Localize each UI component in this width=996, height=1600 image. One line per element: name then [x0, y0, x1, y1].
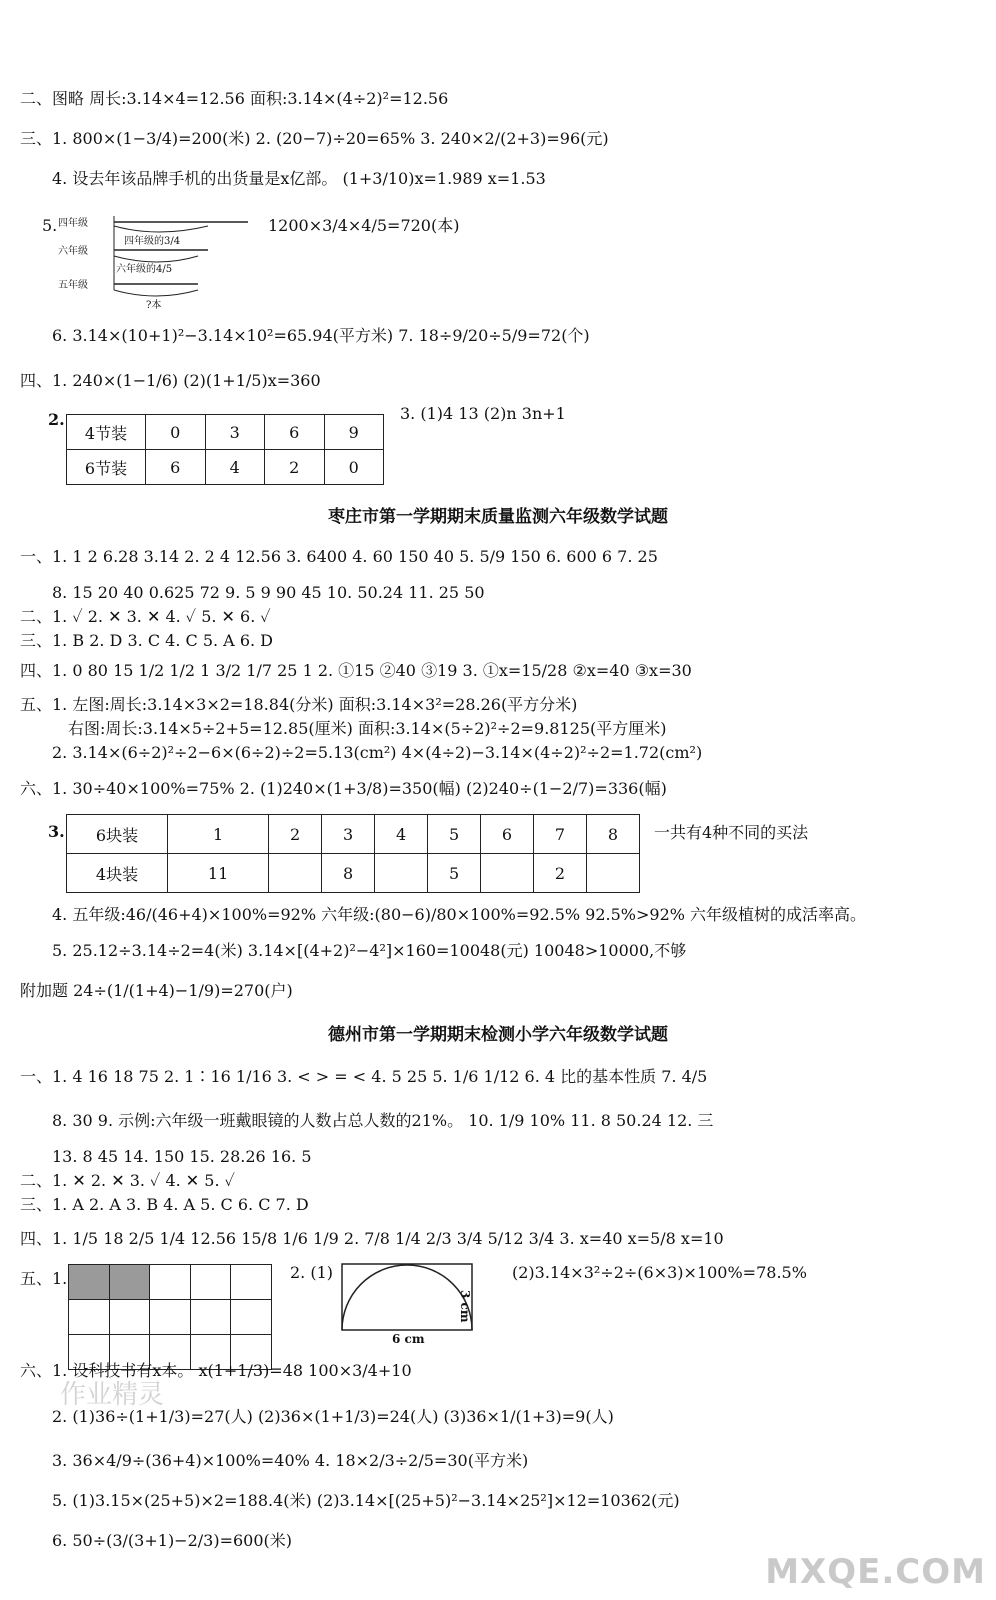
answer-line: 3. 36×4/9÷(36+4)×100%=40% 4. 18×2/3÷2/5=30(平方米) [52, 1451, 529, 1470]
height-dimension-label: 3 cm [458, 1290, 472, 1323]
diagram-brace-label: 六年级的4/5 [116, 264, 173, 275]
answer-line: 一、1. 4 16 18 75 2. 1∶16 1/16 3. < > = < 4. 5 25 5. 1/6 1/12 6. 4 比的基本性质 7. 4/5 [20, 1067, 708, 1086]
answer-line: (2)3.14×3²÷2÷(6×3)×100%=78.5% [512, 1263, 807, 1282]
answer-line: 6. 3.14×(10+1)²−3.14×10²=65.94(平方米) 7. 18÷9/20÷5/9=72(个) [52, 326, 590, 345]
grid-cell [150, 1265, 191, 1300]
grid-cell [190, 1265, 231, 1300]
answer-line: 四、1. 1/5 18 2/5 1/4 12.56 15/8 1/6 1/9 2. 7/8 1/4 2/3 3/4 5/12 3/4 3. x=40 x=5/8 x=10 [20, 1229, 724, 1248]
table-cell: 0 [324, 450, 384, 485]
answer-line: 五、1. 左图:周长:3.14×3×2=18.84(分米) 面积:3.14×3²=28.26(平方分米) [20, 695, 578, 714]
watermark-text: 作业精灵 [60, 1380, 165, 1410]
grid-cell [231, 1300, 272, 1335]
purchase-table [66, 814, 640, 893]
section-title: 德州市第一学期期末检测小学六年级数学试题 [328, 1025, 668, 1045]
line-segment-diagram [58, 210, 258, 310]
answer-line: 三、1. A 2. A 3. B 4. A 5. C 6. C 7. D [20, 1195, 309, 1214]
table-cell: 1 [168, 815, 269, 854]
table-cell: 5 [428, 854, 481, 893]
answer-line: 四、1. 240×(1−1/6) (2)(1+1/5)x=360 [20, 371, 321, 390]
answer-line: 5. (1)3.15×(25+5)×2=188.4(米) (2)3.14×[(25+5)²−3.14×25²]×12=10362(元) [52, 1491, 680, 1510]
table-cell: 6节装 [67, 450, 146, 485]
question-number: 5. [42, 216, 58, 235]
answer-line: 1200×3/4×4/5=720(本) [268, 216, 460, 235]
table-cell [481, 854, 534, 893]
answer-line: 2. 3.14×(6÷2)²÷2−6×(6÷2)÷2=5.13(cm²) 4×(4÷2)−3.14×(4÷2)²÷2=1.72(cm²) [52, 743, 703, 762]
grid-cell-shaded [109, 1265, 150, 1300]
answer-line: 5. 25.12÷3.14÷2=4(米) 3.14×[(4+2)²−4²]×160=10048(元) 10048>10000,不够 [52, 941, 687, 960]
question-number: 3. [48, 822, 65, 841]
answer-line: 二、1. ✕ 2. ✕ 3. ✓ 4. ✕ 5. ✓ [20, 1171, 235, 1190]
table-cell: 4节装 [67, 415, 146, 450]
table-cell [375, 854, 428, 893]
table-cell: 7 [533, 815, 586, 854]
answer-line: 六、1. 30÷40×100%=75% 2. (1)240×(1+3/8)=350(幅) (2)240÷(1−2/7)=336(幅) [20, 779, 667, 798]
table-row [69, 1265, 272, 1300]
table-cell [586, 854, 639, 893]
grid-cell [150, 1300, 191, 1335]
table-cell: 8 [322, 854, 375, 893]
answer-line: 8. 15 20 40 0.625 72 9. 5 9 90 45 10. 50.24 11. 25 50 [52, 583, 485, 602]
grid-cell [190, 1300, 231, 1335]
answer-line: 3. (1)4 13 (2)n 3n+1 [400, 404, 566, 423]
grid-cell [69, 1300, 110, 1335]
table-cell: 0 [146, 415, 206, 450]
table-row [67, 815, 640, 854]
grid-cell-shaded [69, 1265, 110, 1300]
table-cell: 4 [375, 815, 428, 854]
table-cell: 3 [205, 415, 265, 450]
table-cell: 2 [265, 450, 325, 485]
table-cell: 2 [533, 854, 586, 893]
packing-table [66, 414, 384, 485]
table-cell: 2 [269, 815, 322, 854]
answer-line: 6. 50÷(3/(3+1)−2/3)=600(米) [52, 1531, 293, 1550]
table-row [67, 854, 640, 893]
answer-line: 二、1. ✓ 2. ✕ 3. ✕ 4. ✓ 5. ✕ 6. ✓ [20, 607, 271, 626]
answer-line: 附加题 24÷(1/(1+4)−1/9)=270(户) [20, 981, 293, 1000]
answer-line: 2. (1)36÷(1+1/3)=27(人) (2)36×(1+1/3)=24(人) (3)36×1/(1+3)=9(人) [52, 1407, 614, 1426]
answer-line: 一、1. 1 2 6.28 3.14 2. 2 4 12.56 3. 6400 4. 60 150 40 5. 5/9 150 6. 600 6 7. 25 [20, 547, 658, 566]
table-cell: 5 [428, 815, 481, 854]
diagram-brace-label: ?本 [146, 300, 162, 311]
watermark-logo: MXQE.COM [765, 1552, 986, 1592]
width-dimension-label: 6 cm [392, 1332, 425, 1346]
answer-line: 三、1. B 2. D 3. C 4. C 5. A 6. D [20, 631, 273, 650]
answer-line: 二、图略 周长:3.14×4=12.56 面积:3.14×(4÷2)²=12.56 [20, 89, 449, 108]
table-row [67, 450, 384, 485]
answer-line: 三、1. 800×(1−3/4)=200(米) 2. (20−7)÷20=65% 3. 240×2/(2+3)=96(元) [20, 129, 609, 148]
grid-cell [109, 1300, 150, 1335]
answer-line: 13. 8 45 14. 150 15. 28.26 16. 5 [52, 1147, 312, 1166]
section-title: 枣庄市第一学期期末质量监测六年级数学试题 [328, 507, 668, 527]
answer-line: 4. 五年级:46/(46+4)×100%=92% 六年级:(80−6)/80×100%=92.5% 92.5%>92% 六年级植树的成活率高。 [52, 905, 867, 924]
diagram-row-label: 五年级 [58, 280, 88, 291]
table-cell [269, 854, 322, 893]
table-cell: 8 [586, 815, 639, 854]
diagram-row-label: 四年级 [58, 218, 88, 229]
table-cell: 9 [324, 415, 384, 450]
table-cell: 6 [265, 415, 325, 450]
question-number: 2. [48, 410, 65, 429]
table-cell: 11 [168, 854, 269, 893]
question-number: 2. (1) [290, 1263, 334, 1282]
diagram-row-label: 六年级 [58, 246, 88, 257]
table-cell: 4 [205, 450, 265, 485]
grid-cell [231, 1265, 272, 1300]
table-cell: 6块装 [67, 815, 168, 854]
question-number: 五、1. [20, 1269, 68, 1288]
answer-line: 右图:周长:3.14×5÷2+5=12.85(厘米) 面积:3.14×(5÷2)²÷2=9.8125(平方厘米) [68, 719, 667, 738]
table-row [69, 1300, 272, 1335]
answer-line: 四、1. 0 80 15 1/2 1/2 1 3/2 1/7 25 1 2. ①15 ②40 ③19 3. ①x=15/28 ②x=40 ③x=30 [20, 661, 692, 680]
answer-line: 六、1. 设科技书有x本。 x(1+1/3)=48 100×3/4+10 [20, 1361, 412, 1380]
table-cell: 6 [146, 450, 206, 485]
table-row [67, 415, 384, 450]
table-cell: 6 [481, 815, 534, 854]
answer-line: 4. 设去年该品牌手机的出货量是x亿部。 (1+3/10)x=1.989 x=1.53 [52, 169, 546, 188]
diagram-brace-label: 四年级的3/4 [124, 236, 181, 247]
shaded-grid [68, 1264, 272, 1370]
answer-line: 一共有4种不同的买法 [654, 823, 809, 842]
table-cell: 4块装 [67, 854, 168, 893]
answer-line: 8. 30 9. 示例:六年级一班戴眼镜的人数占总人数的21%。 10. 1/9 10% 11. 8 50.24 12. 三 [52, 1111, 714, 1130]
table-cell: 3 [322, 815, 375, 854]
